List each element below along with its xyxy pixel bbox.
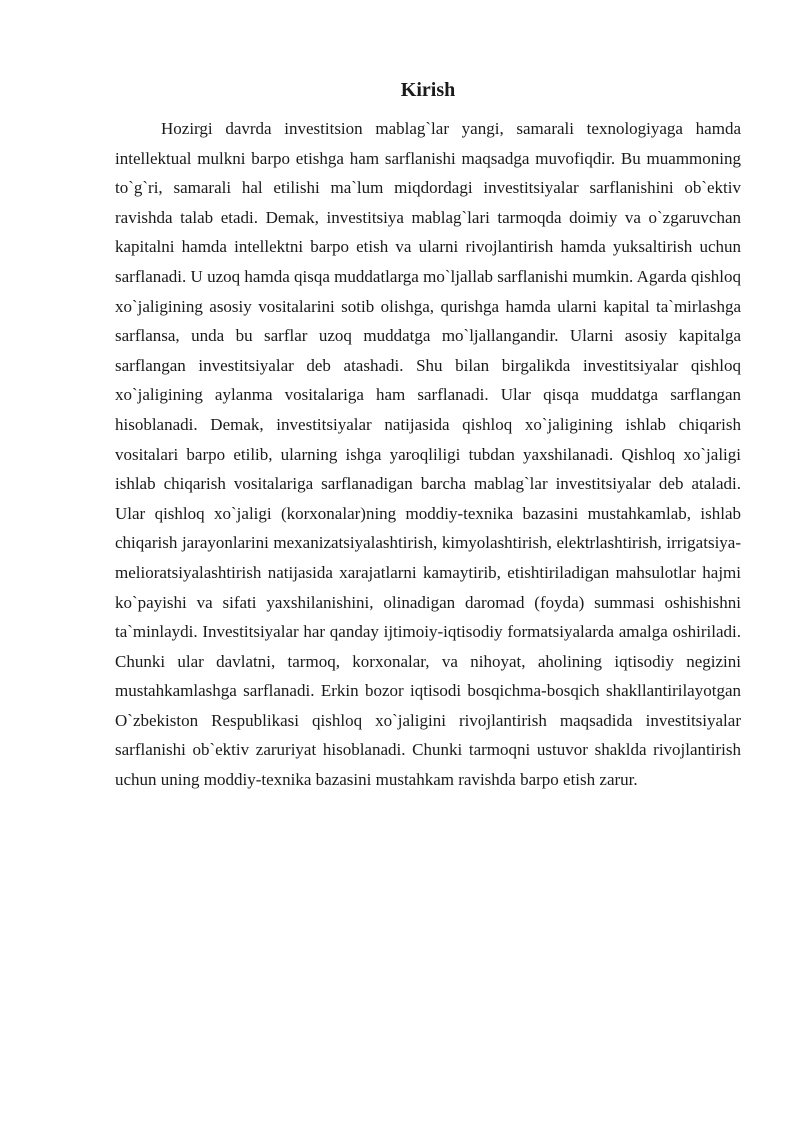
page-title: Kirish [400,79,456,101]
document-page [115,76,741,795]
body-paragraph: Hozirgi davrda investitsion mablag`lar yangi, samarali texnologiyaga hamda intellektual mulkni barpo etishga ham sarflanishi maqsadga muvofiqdir. Bu muammoning to`g`ri, samarali hal etilishi ma`lum miqdordagi investitsiyalar sarflanishini ob`ektiv ravishda talab etadi. Demak, investitsiya mablag`lari tarmoqda doimiy va o`zgaruvchan kapitalni hamda intellektni barpo etish va ularni rivojlantirish hamda yuksaltirish uchun sarflanadi. U uzoq hamda qisqa muddatlarga mo`ljallab sarflanishi mumkin. Agarda qishloq xo`jaligining asosiy vositalarini sotib olishga, qurishga hamda ularni kapital ta`mirlashga sarflansa, unda bu sarflar uzoq muddatga mo`ljallangandir. Ularni asosiy kapitalga sarflangan investitsiyalar deb atashadi. Shu bilan birgalikda investitsiyalar qishloq xo`jaligining aylanma vositalariga ham sarflanadi. Ular qisqa muddatga sarflangan hisoblanadi. Demak, investitsiyalar natijasida qishloq xo`jaligining ishlab chiqarish vositalari barpo etilib, ularning ishga yaroqliligi tubdan yaxshilanadi. Qishloq xo`jaligi ishlab chiqarish vositalariga sarflanadigan barcha mablag`lar investitsiyalar deb ataladi. Ular qishloq xo`jaligi (korxonalar)ning moddiy-texnika bazasini mustahkamlab, ishlab chiqarish jarayonlarini mexanizatsiyalashtirish, kimyolashtirish, elektrlashtirish, irrigatsiya-melioratsiyalashtirish natijasida xarajatlarni kamaytirib, etishtiriladigan mahsulotlar hajmi ko`payishi va sifati yaxshilanishini, olinadigan daromad (foyda) summasi oshishishni ta`minlaydi. Investitsiyalar har qanday ijtimoiy-iqtisodiy formatsiyalarda amalga oshiriladi. Chunki ular davlatni, tarmoq, korxonalar, va nihoyat, aholining iqtisodiy negizini mustahkamlashga sarflanadi. Erkin bozor iqtisodi bosqichma-bosqich shakllantirilayotgan O`zbekiston Respublikasi qishloq xo`jaligini rivojlantirish maqsadida investitsiyalar sarflanishi ob`ektiv zaruriyat hisoblanadi. Chunki tarmoqni ustuvor shaklda rivojlantirish uchun uning moddiy-texnika bazasini mustahkam ravishda barpo etish zarur. [115,119,741,790]
